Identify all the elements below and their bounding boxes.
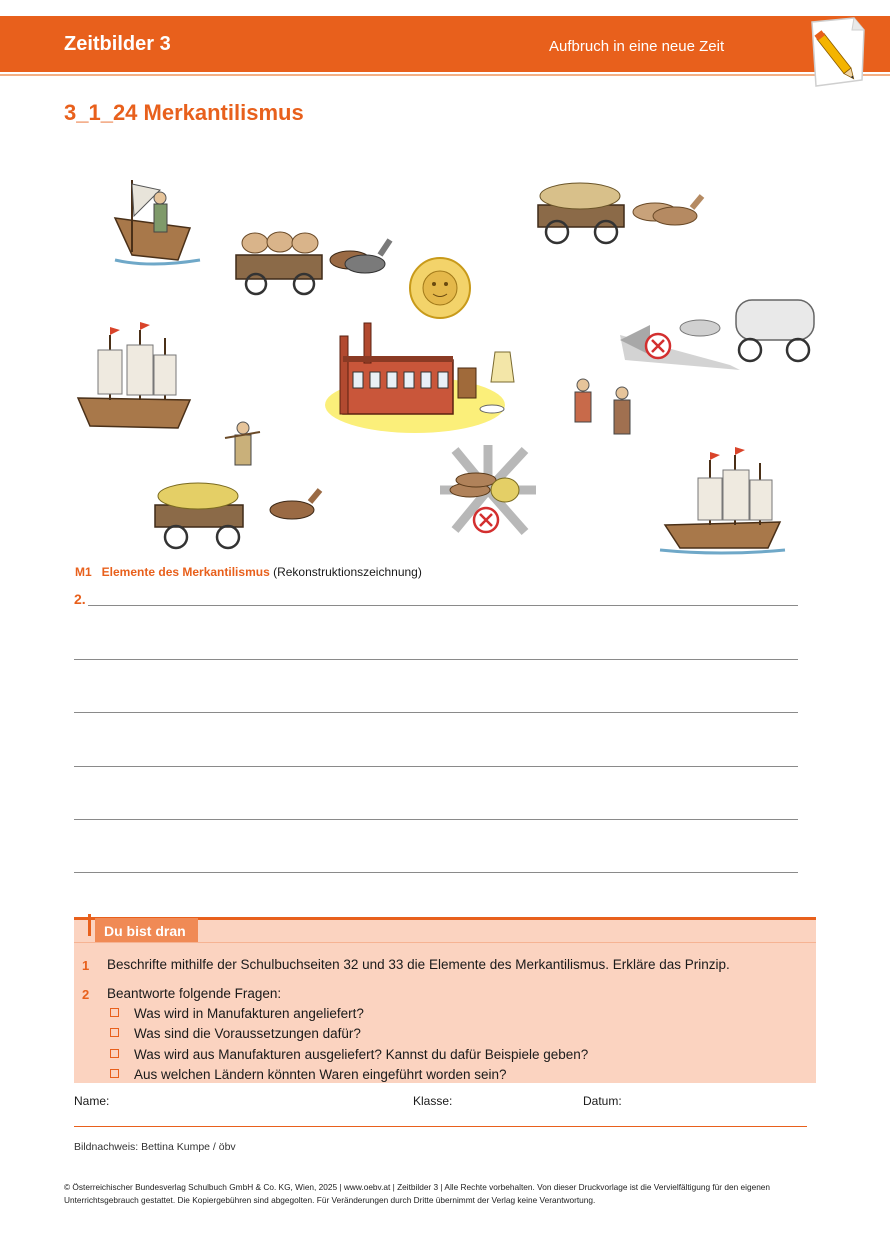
page-title: 3_1_24 Merkantilismus xyxy=(64,100,304,125)
header-bar xyxy=(0,16,890,72)
figure-title: Elemente des Merkantilismus xyxy=(101,565,270,579)
cart-horses-top xyxy=(236,232,390,294)
pencil-icon xyxy=(804,16,868,88)
task-divider xyxy=(74,942,816,943)
task-text: Beschrifte mithilfe der Schulbuchseiten 32 und 33 die Elemente des Merkantilismus. Erkläre das Prinzip. xyxy=(107,957,730,972)
question-item xyxy=(110,1047,588,1062)
class-label: Klasse: xyxy=(413,1094,453,1108)
form-underline xyxy=(74,1126,807,1127)
covered-wagon-blocked xyxy=(620,300,814,370)
image-credit: Bildnachweis: Bettina Kumpe / öbv xyxy=(74,1141,236,1153)
task-tab: Du bist dran xyxy=(95,918,198,942)
question-text: Was wird aus Manufakturen ausgeliefert? Kannst du dafür Beispiele geben? xyxy=(134,1047,589,1062)
writing-line[interactable] xyxy=(74,872,798,873)
task-text: Beantworte folgende Fragen: xyxy=(107,986,282,1001)
figure-note: (Rekonstruktionszeichnung) xyxy=(273,565,422,579)
question-item xyxy=(110,1006,364,1021)
sun-king-emblem xyxy=(410,258,470,318)
name-label: Name: xyxy=(74,1094,110,1108)
peasant xyxy=(225,422,260,465)
figure-caption xyxy=(75,565,422,579)
task-number: 1 xyxy=(82,958,90,973)
task-number: 2 xyxy=(82,987,90,1002)
raw-materials-blocked xyxy=(440,445,536,532)
question-item xyxy=(110,1067,507,1082)
writing-line[interactable] xyxy=(74,659,798,660)
mercantilism-illustration xyxy=(60,160,830,560)
writing-line[interactable] xyxy=(74,819,798,820)
figure-label: M1 xyxy=(75,565,92,579)
writing-line[interactable] xyxy=(88,605,798,606)
question-text: Was wird in Manufakturen angeliefert? xyxy=(134,1006,364,1021)
cart-horses-right xyxy=(538,183,702,243)
tab-marker xyxy=(88,914,91,936)
question-item xyxy=(110,1026,361,1041)
trader-boat xyxy=(115,180,200,264)
header-divider xyxy=(0,74,890,76)
date-label: Datum: xyxy=(583,1094,622,1108)
question-text: Was sind die Voraussetzungen dafür? xyxy=(134,1026,361,1041)
writing-line[interactable] xyxy=(74,766,798,767)
chapter-title: Aufbruch in eine neue Zeit xyxy=(549,38,725,55)
cart-horse-bottom xyxy=(155,483,320,548)
copyright-notice: © Österreichischer Bundesverlag Schulbuch GmbH & Co. KG, Wien, 2025 | www.oebv.at | Zeitbilder 3 | Alle Rechte vorbehalten. Von dieser Druckvorlage ist die Vervielfältigung für den eigenen Unterrichtsgebrauch gestattet. Die Kopiergebühren sind abgegolten. Für Veränderungen durch Dritte übernimmt der Verlag keine Verantwortung. xyxy=(64,1182,771,1205)
checkbox-icon[interactable] xyxy=(110,1028,119,1037)
manufactory xyxy=(325,323,514,433)
sailing-ship-left xyxy=(78,322,190,428)
answer-number: 2. xyxy=(74,591,86,607)
sailing-ship-right xyxy=(660,447,785,553)
travellers xyxy=(575,379,630,434)
checkbox-icon[interactable] xyxy=(110,1008,119,1017)
question-text: Aus welchen Ländern könnten Waren eingeführt worden sein? xyxy=(134,1067,507,1082)
checkbox-icon[interactable] xyxy=(110,1069,119,1078)
checkbox-icon[interactable] xyxy=(110,1049,119,1058)
writing-line[interactable] xyxy=(74,712,798,713)
book-title: Zeitbilder 3 xyxy=(64,33,171,55)
